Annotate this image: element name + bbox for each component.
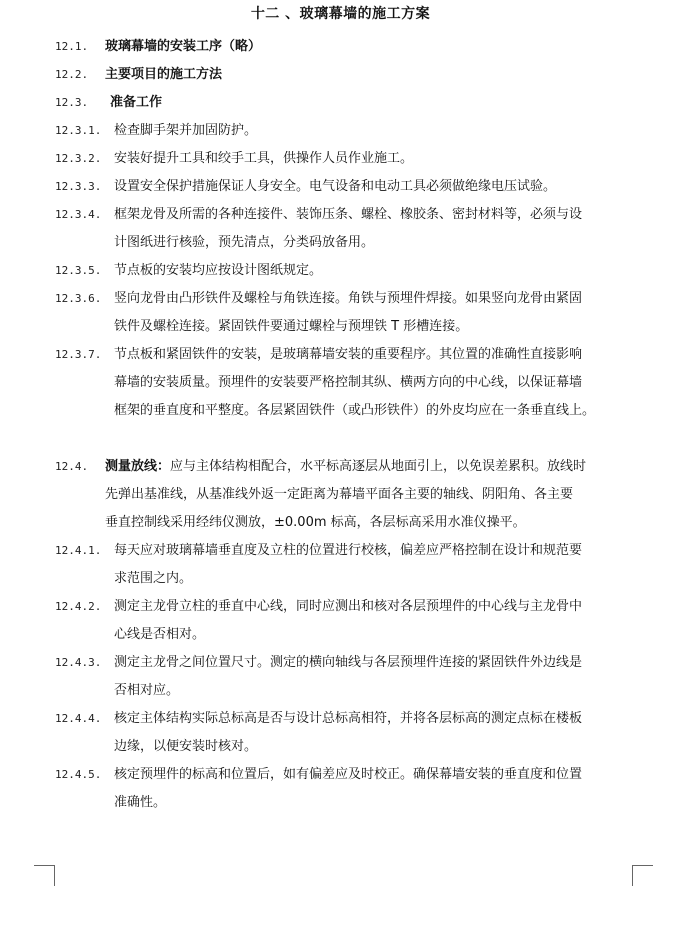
paragraph-line: 框架的垂直度和平整度。各层紧固铁件（或凸形铁件）的外皮均应在一条垂直线上。 — [114, 403, 596, 418]
section-number: 12.3.3. — [55, 180, 102, 193]
section-number: 12.4.5. — [55, 768, 102, 781]
paragraph-line: 先弹出基准线，从基准线外返一定距离为幕墙平面各主要的轴线、阴阳角、各主要 — [105, 487, 574, 502]
section-number: 12.3. — [55, 96, 89, 109]
paragraph-line: 铁件及螺栓连接。紧固铁件要通过螺栓与预埋铁 T 形槽连接。 — [114, 319, 469, 334]
section-number: 12.2. — [55, 68, 89, 81]
section-number: 12.3.1. — [55, 124, 102, 137]
paragraph-line: 核定预埋件的标高和位置后，如有偏差应及时校正。确保幕墙安装的垂直度和位置 — [114, 767, 583, 782]
paragraph-line: 竖向龙骨由凸形铁件及螺栓与角铁连接。角铁与预埋件焊接。如果竖向龙骨由紧固 — [114, 291, 583, 306]
paragraph-line: 节点板的安装均应按设计图纸规定。 — [114, 263, 323, 278]
margin-corner-mark-left — [34, 865, 55, 886]
section-heading: 准备工作 — [110, 95, 163, 110]
lead-term: 测量放线： — [105, 459, 171, 474]
section-number: 12.1. — [55, 40, 89, 53]
section-heading: 主要项目的施工方法 — [105, 67, 223, 82]
section-number: 12.4.3. — [55, 656, 102, 669]
paragraph-line: 否相对应。 — [114, 683, 180, 698]
paragraph-line: 计图纸进行核验，预先清点，分类码放备用。 — [114, 235, 375, 250]
margin-corner-mark-right — [632, 865, 653, 886]
section-heading: 玻璃幕墙的安装工序（略） — [105, 39, 262, 54]
paragraph-line: 框架龙骨及所需的各种连接件、装饰压条、螺栓、橡胶条、密封材料等，必须与设 — [114, 207, 583, 222]
paragraph-line: 设置安全保护措施保证人身安全。电气设备和电动工具必须做绝缘电压试验。 — [114, 179, 557, 194]
section-number: 12.4. — [55, 460, 89, 473]
section-number: 12.4.1. — [55, 544, 102, 557]
section-number: 12.3.6. — [55, 292, 102, 305]
section-number: 12.4.4. — [55, 712, 102, 725]
section-number: 12.3.2. — [55, 152, 102, 165]
document-title: 十二 、玻璃幕墙的施工方案 — [250, 6, 431, 22]
paragraph-line: 节点板和紧固铁件的安装，是玻璃幕墙安装的重要程序。其位置的准确性直接影响 — [114, 347, 583, 362]
paragraph-line: 准确性。 — [114, 795, 167, 810]
paragraph-line: 垂直控制线采用经纬仪测放，±0.00m 标高，各层标高采用水准仪操平。 — [105, 515, 526, 530]
paragraph-line: 核定主体结构实际总标高是否与设计总标高相符，并将各层标高的测定点标在楼板 — [114, 711, 583, 726]
paragraph-line: 幕墙的安装质量。预埋件的安装要严格控制其纵、横两方向的中心线，以保证幕墙 — [114, 375, 583, 390]
paragraph-line: 测定主龙骨立柱的垂直中心线，同时应测出和核对各层预埋件的中心线与主龙骨中 — [114, 599, 583, 614]
paragraph-line: 安装好提升工具和绞手工具，供操作人员作业施工。 — [114, 151, 414, 166]
paragraph-line: 测定主龙骨之间位置尺寸。测定的横向轴线与各层预埋件连接的紧固铁件外边线是 — [114, 655, 583, 670]
section-number: 12.3.5. — [55, 264, 102, 277]
section-number: 12.3.4. — [55, 208, 102, 221]
paragraph-line: 边缘，以便安装时核对。 — [114, 739, 258, 754]
section-number: 12.3.7. — [55, 348, 102, 361]
paragraph-first-line — [105, 453, 586, 481]
paragraph-line: 检查脚手架并加固防护。 — [114, 123, 258, 138]
paragraph-line: 心线是否相对。 — [114, 627, 206, 642]
paragraph-line: 应与主体结构相配合，水平标高逐层从地面引上，以免误差累积。放线时 — [170, 459, 587, 474]
section-number: 12.4.2. — [55, 600, 102, 613]
paragraph-line: 求范围之内。 — [114, 571, 193, 586]
paragraph-line: 每天应对玻璃幕墙垂直度及立柱的位置进行校核，偏差应严格控制在设计和规范要 — [114, 543, 583, 558]
